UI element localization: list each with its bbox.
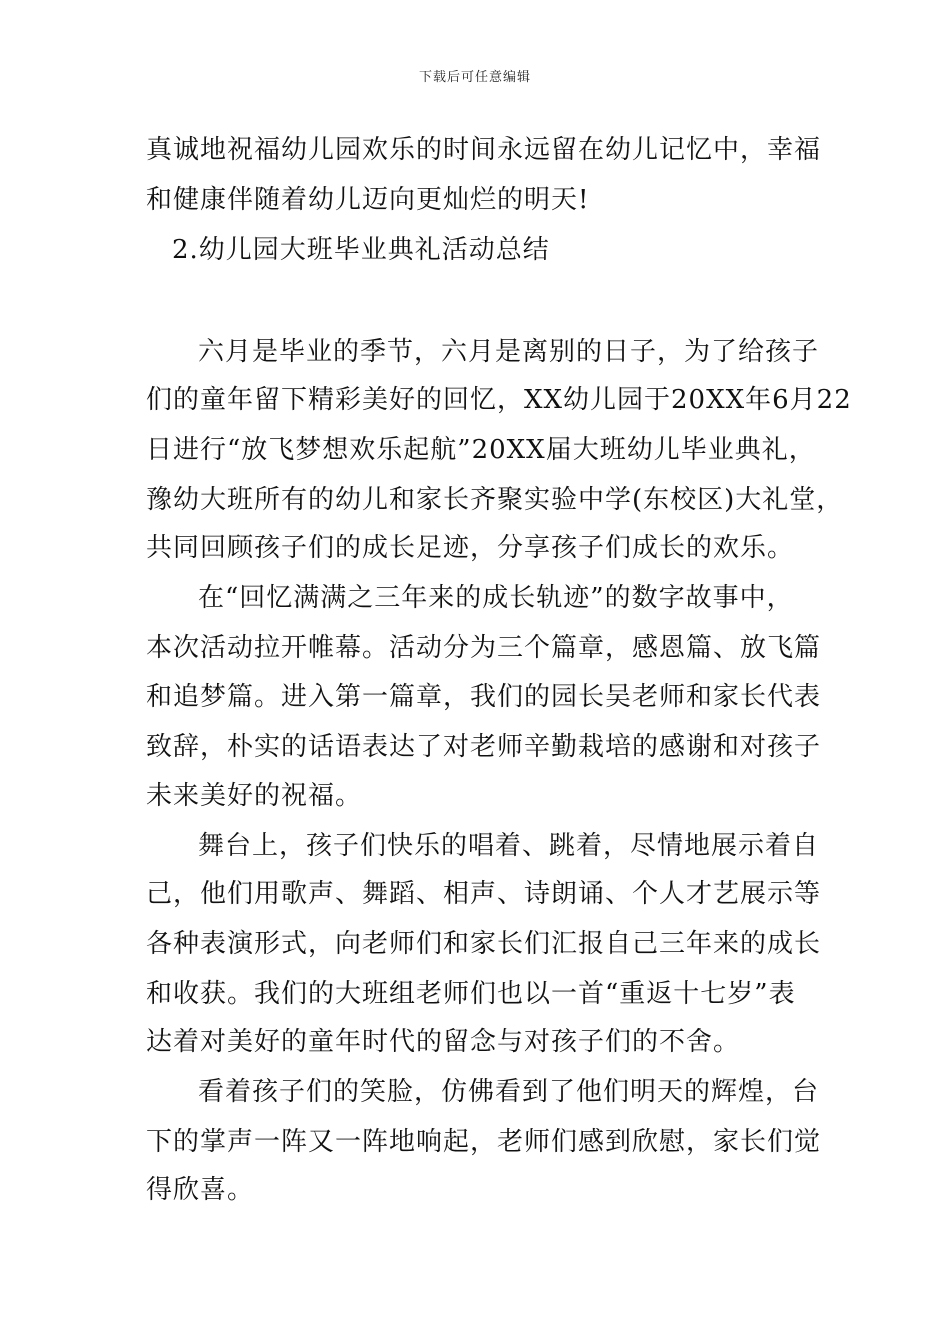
text-line: 己，他们用歌声、舞蹈、相声、诗朗诵、个人才艺展示等 — [146, 879, 822, 909]
text-line: 六月是毕业的季节，六月是离别的日子，为了给孩子 — [198, 337, 820, 367]
text-line: 在“回忆满满之三年来的成长轨迹”的数字故事中， — [198, 583, 794, 613]
text-line: 达着对美好的童年时代的留念与对孩子们的不舍。 — [146, 1027, 741, 1057]
text-line: 豫幼大班所有的幼儿和家长齐聚实验中学(东校区)大礼堂， — [146, 485, 844, 515]
text-line: 和追梦篇。进入第一篇章，我们的园长吴老师和家长代表 — [146, 682, 822, 712]
text-line: 下的掌声一阵又一阵地响起，老师们感到欣慰，家长们觉 — [146, 1127, 822, 1157]
text-line: 真诚地祝福幼儿园欢乐的时间永远留在幼儿记忆中，幸福 — [146, 135, 822, 165]
text-line: 各种表演形式，向老师们和家长们汇报自己三年来的成长 — [146, 929, 822, 959]
text-line: 舞台上，孩子们快乐的唱着、跳着，尽情地展示着自 — [198, 831, 820, 861]
text-line: 未来美好的祝福。 — [146, 781, 363, 811]
text-line: 致辞，朴实的话语表达了对老师辛勤栽培的感谢和对孩子 — [146, 732, 822, 762]
text-line: 日进行“放飞梦想欢乐起航”20XX届大班幼儿毕业典礼， — [146, 435, 816, 465]
text-line: 们的童年留下精彩美好的回忆，XX幼儿园于20XX年6月22 — [146, 385, 852, 415]
download-note: 下载后可任意编辑 — [418, 70, 531, 85]
section-heading: 2.幼儿园大班毕业典礼活动总结 — [172, 235, 550, 265]
text-line: 共同回顾孩子们的成长足迹，分享孩子们成长的欢乐。 — [146, 533, 795, 563]
text-line: 本次活动拉开帷幕。活动分为三个篇章，感恩篇、放飞篇 — [146, 633, 822, 663]
text-line: 得欣喜。 — [146, 1175, 255, 1205]
text-line: 和健康伴随着幼儿迈向更灿烂的明天! — [146, 185, 590, 215]
text-line: 和收获。我们的大班组老师们也以一首“重返十七岁”表 — [146, 979, 796, 1009]
text-line: 看着孩子们的笑脸，仿佛看到了他们明天的辉煌，台 — [198, 1077, 820, 1107]
